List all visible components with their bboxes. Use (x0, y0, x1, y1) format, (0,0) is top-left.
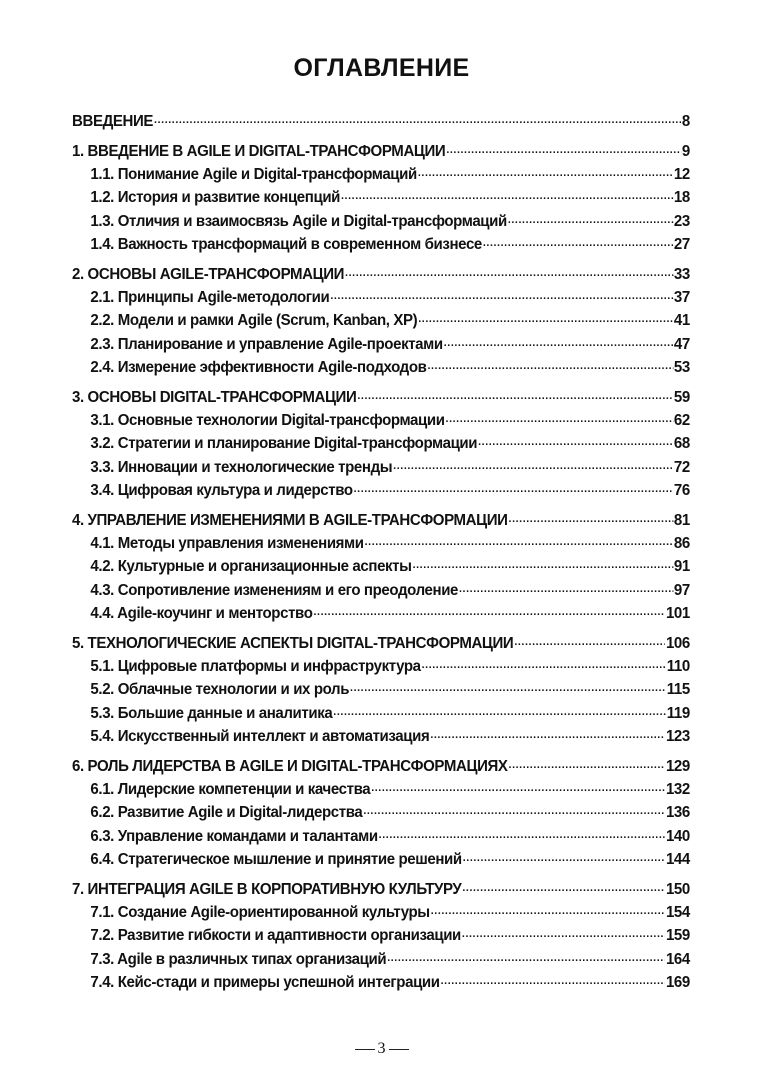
toc-entry-label: 5.3. Большие данные и аналитика (90, 704, 333, 722)
toc-entry-label: 7.4. Кейс-стади и примеры успешной интеграции (90, 973, 440, 991)
dot-leader (350, 675, 666, 700)
dot-leader (357, 383, 673, 408)
toc-entry-page: 150 (665, 880, 690, 898)
toc-entry-page: 27 (673, 235, 690, 253)
dot-leader (313, 599, 665, 624)
toc-entry-label: 2.3. Планирование и управление Agile-проектами (90, 335, 443, 353)
toc-section-entry[interactable] (72, 479, 690, 502)
dot-leader (446, 406, 673, 431)
dot-leader (444, 330, 673, 355)
toc-entry-page: 23 (673, 212, 690, 230)
dot-leader (363, 798, 665, 823)
toc-entry-page: 91 (673, 558, 690, 576)
footer-dash-left (355, 1049, 375, 1050)
dot-leader (508, 207, 673, 232)
dot-leader (430, 722, 665, 747)
toc-section-entry[interactable] (72, 725, 690, 748)
dot-leader (462, 875, 665, 900)
page-footer (0, 1040, 763, 1058)
toc-entry-page: 76 (673, 481, 690, 499)
dot-leader (463, 845, 665, 870)
toc-entry-page: 62 (673, 412, 690, 430)
dot-leader (365, 529, 673, 554)
toc-entry-label: 5.1. Цифровые платформы и инфраструктура (90, 658, 421, 676)
toc-entry-page: 97 (673, 581, 690, 599)
dot-leader (354, 476, 673, 501)
toc-entry-label: 3.4. Цифровая культура и лидерство (90, 481, 353, 499)
toc-entry-page: 59 (673, 388, 690, 406)
toc-entry-label: 1. ВВЕДЕНИЕ В AGILE И DIGITAL-ТРАНСФОРМАЦИИ (72, 142, 446, 160)
toc-entry-page: 164 (665, 950, 690, 968)
dot-leader (431, 898, 665, 923)
dot-leader (379, 822, 665, 847)
toc-entry-page: 169 (665, 973, 690, 991)
toc-section-entry[interactable] (72, 971, 690, 994)
toc-entry-page: 101 (665, 604, 690, 622)
toc-entry-page: 12 (673, 166, 690, 184)
dot-leader (418, 160, 673, 185)
dot-leader (418, 306, 673, 331)
toc-section-entry[interactable] (72, 233, 690, 256)
dot-leader (478, 429, 673, 454)
dot-leader (459, 576, 673, 601)
toc-entry-label: 4. УПРАВЛЕНИЕ ИЗМЕНЕНИЯМИ В AGILE-ТРАНСФОРМАЦИИ (72, 511, 508, 529)
toc-section-entry[interactable] (72, 602, 690, 625)
toc-entry-page: 72 (673, 458, 690, 476)
toc-entry-page: 123 (665, 727, 690, 745)
toc-entry-label: 4.1. Методы управления изменениями (90, 535, 364, 553)
dot-leader (387, 945, 665, 970)
toc-entry-label: ВВЕДЕНИЕ (72, 113, 154, 130)
toc-entry-page: 140 (665, 827, 690, 845)
toc-entry-label: 7.2. Развитие гибкости и адаптивности организации (90, 927, 461, 945)
dot-leader (345, 260, 673, 285)
toc-entry-label: 6.4. Стратегическое мышление и принятие решений (90, 850, 462, 868)
toc-section-entry[interactable] (72, 356, 690, 379)
toc-entry-page: 106 (665, 634, 690, 652)
toc-entry-label: 7. ИНТЕГРАЦИЯ AGILE В КОРПОРАТИВНУЮ КУЛЬТУРУ (72, 880, 462, 898)
toc-entry-label: 2.2. Модели и рамки Agile (Scrum, Kanban, XP) (90, 312, 418, 330)
toc-entry-page: 18 (673, 189, 690, 207)
dot-leader (509, 506, 673, 531)
page-title: ОГЛАВЛЕНИЕ (293, 54, 470, 82)
dot-leader (441, 968, 665, 993)
dot-leader (427, 353, 673, 378)
table-of-contents (72, 110, 690, 994)
toc-entry-label: 3.3. Инновации и технологические тренды (90, 458, 393, 476)
toc-entry-label: 5. ТЕХНОЛОГИЧЕСКИЕ АСПЕКТЫ DIGITAL-ТРАНСФОРМАЦИИ (72, 634, 514, 652)
toc-section-entry[interactable] (72, 848, 690, 871)
toc-entry-label: 3.1. Основные технологии Digital-трансформации (90, 412, 445, 430)
toc-entry-label: 4.2. Культурные и организационные аспекты (90, 558, 412, 576)
toc-entry-label: 2.1. Принципы Agile-методологии (90, 289, 330, 307)
dot-leader (371, 775, 665, 800)
dot-leader (393, 453, 673, 478)
toc-entry-label: 5.2. Облачные технологии и их роль (90, 681, 350, 699)
toc-entry-label: 4.4. Agile-коучинг и менторство (90, 604, 313, 622)
toc-entry-page: 47 (673, 335, 690, 353)
toc-entry-label: 3. ОСНОВЫ DIGITAL-ТРАНСФОРМАЦИИ (72, 388, 357, 406)
toc-entry-page: 119 (666, 704, 690, 722)
toc-entry-page: 8 (681, 113, 690, 130)
toc-entry-label: 7.1. Создание Agile-ориентированной культуры (90, 904, 430, 921)
toc-entry-label: 1.1. Понимание Agile и Digital-трансформаций (90, 166, 417, 184)
toc-entry-page: 9 (681, 142, 690, 160)
toc-chapter-entry[interactable] (72, 110, 690, 133)
toc-entry-page: 132 (665, 781, 690, 799)
dot-leader (333, 699, 666, 724)
toc-entry-page: 159 (665, 927, 690, 945)
toc-entry-label: 1.3. Отличия и взаимосвязь Agile и Digital-трансформаций (90, 212, 507, 230)
toc-entry-page: 33 (673, 265, 690, 283)
dot-leader (413, 552, 673, 577)
toc-entry-label: 3.2. Стратегии и планирование Digital-трансформации (90, 435, 478, 453)
toc-entry-page: 144 (665, 850, 690, 868)
dot-leader (330, 283, 673, 308)
toc-entry-label: 6.2. Развитие Agile и Digital-лидерства (90, 804, 363, 822)
dot-leader (341, 183, 673, 208)
dot-leader (483, 230, 673, 255)
toc-entry-label: 4.3. Сопротивление изменениям и его преодоление (90, 581, 459, 599)
page-number: 3 (377, 1040, 386, 1057)
toc-entry-label: 1.4. Важность трансформаций в современном бизнесе (90, 235, 482, 253)
toc-entry-page: 129 (665, 757, 690, 775)
toc-entry-label: 1.2. История и развитие концепций (90, 189, 341, 207)
toc-entry-label: 6.3. Управление командами и талантами (90, 827, 378, 845)
dot-leader (509, 752, 665, 777)
dot-leader (154, 107, 681, 132)
toc-entry-label: 6.1. Лидерские компетенции и качества (90, 781, 371, 799)
footer-dash-right (389, 1049, 409, 1050)
dot-leader (446, 137, 681, 162)
toc-entry-label: 5.4. Искусственный интеллект и автоматизация (90, 727, 430, 745)
toc-entry-page: 86 (673, 535, 690, 553)
toc-entry-page: 136 (665, 804, 690, 822)
toc-entry-label: 7.3. Agile в различных типах организаций (90, 950, 387, 968)
toc-entry-label: 2. ОСНОВЫ AGILE-ТРАНСФОРМАЦИИ (72, 265, 345, 283)
toc-entry-page: 115 (666, 681, 690, 699)
toc-entry-page: 154 (665, 904, 690, 921)
toc-entry-page: 41 (673, 312, 690, 330)
dot-leader (462, 921, 665, 946)
dot-leader (422, 652, 666, 677)
toc-entry-label: 2.4. Измерение эффективности Agile-подходов (90, 358, 427, 376)
toc-entry-page: 37 (673, 289, 690, 307)
toc-entry-page: 53 (673, 358, 690, 376)
dot-leader (514, 629, 665, 654)
toc-entry-label: 6. РОЛЬ ЛИДЕРСТВА В AGILE И DIGITAL-ТРАНСФОРМАЦИЯХ (72, 757, 508, 775)
toc-entry-page: 68 (673, 435, 690, 453)
toc-entry-page: 81 (673, 511, 690, 529)
toc-entry-page: 110 (666, 658, 690, 676)
